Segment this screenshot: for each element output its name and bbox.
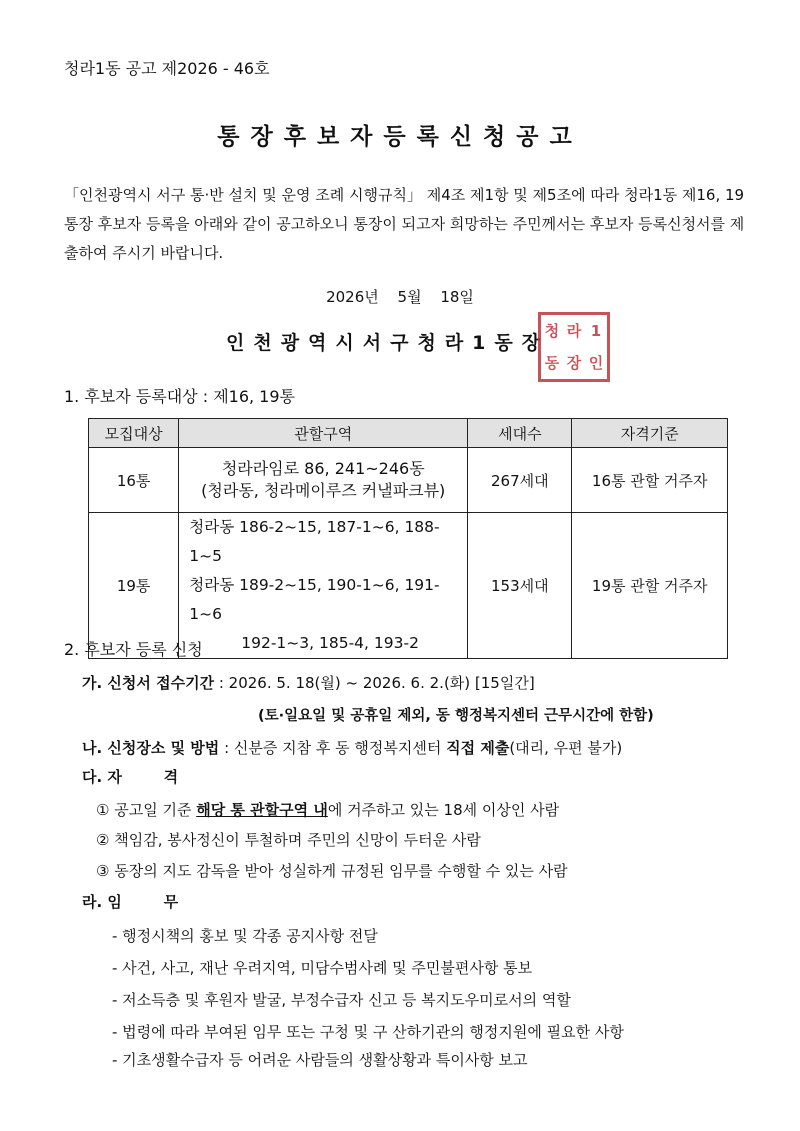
notice-date: 2026년 5월 18일 <box>326 288 474 306</box>
qualification-number: ② <box>96 831 110 849</box>
qualification-text: 에 거주하고 있는 18세 이상인 사람 <box>327 801 560 819</box>
area-line: 192-1~3, 185-4, 193-2 <box>241 634 419 652</box>
qualification-text: 동장의 지도 감독을 받아 성실하게 규정된 임무를 수행할 수 있는 사람 <box>109 862 568 880</box>
cell-qualification: 19통 관할 거주자 <box>572 513 728 659</box>
application-period <box>82 672 535 693</box>
section1-heading: 1. 후보자 등록대상 : 제16, 19통 <box>64 387 295 406</box>
table-header-row <box>89 419 728 448</box>
qualification-text: 공고일 기준 <box>109 801 197 819</box>
cell-target: 16통 <box>89 448 179 513</box>
area-line: (청라동, 청라메이루즈 커낼파크뷰) <box>201 481 446 500</box>
table-row <box>89 448 728 513</box>
qualification-heading: 다. 자 격 <box>82 768 179 786</box>
application-period-note: (토·일요일 및 공휴일 제외, 동 행정복지센터 근무시간에 한함) <box>258 708 654 724</box>
application-period-value: : 2026. 5. 18(월) ~ 2026. 6. 2.(화) [15일간] <box>214 674 535 692</box>
qualification-emphasis: 해당 통 관할구역 내 <box>196 801 328 819</box>
target-table <box>88 418 728 659</box>
header-area: 관할구역 <box>179 419 468 448</box>
duties-heading: 라. 임 무 <box>82 893 179 911</box>
qualification-item <box>96 799 559 820</box>
header-households: 세대수 <box>468 419 572 448</box>
qualification-number: ① <box>96 801 110 819</box>
area-line: 청라동 189-2~15, 190-1~6, 191-1~6 <box>189 576 440 623</box>
application-period-label: 가. 신청서 접수기간 <box>82 674 215 692</box>
duty-item: - 사건, 사고, 재난 우려지역, 미담수범사례 및 주민불편사항 통보 <box>112 959 533 977</box>
qualification-item <box>96 829 481 850</box>
application-method-note: (대리, 우편 불가) <box>509 739 623 757</box>
seal-char: 청 <box>544 321 560 340</box>
document-title: 통장후보자등록신청공고 <box>217 124 583 150</box>
qualification-number: ③ <box>96 862 110 880</box>
qualification-text: 책임감, 봉사정신이 투철하며 주민의 신망이 두터운 사람 <box>109 831 481 849</box>
cell-households: 153세대 <box>468 513 572 659</box>
duty-item: - 행정시책의 홍보 및 각종 공지사항 전달 <box>112 927 378 945</box>
area-line: 청라동 186-2~15, 187-1~6, 188-1~5 <box>189 518 440 565</box>
header-target: 모집대상 <box>89 419 179 448</box>
duty-item: - 법령에 따라 부여된 임무 또는 구청 및 구 산하기관의 행정지원에 필요한 사항 <box>112 1023 624 1041</box>
cell-qualification: 16통 관할 거주자 <box>572 448 728 513</box>
seal-char: 동 <box>544 353 560 372</box>
seal-char: 인 <box>588 353 604 372</box>
notice-number: 청라1동 공고 제2026 - 46호 <box>64 59 270 78</box>
seal-char: 라 <box>566 321 582 340</box>
cell-area <box>179 448 468 513</box>
intro-paragraph: 「인천광역시 서구 통·반 설치 및 운영 조례 시행규칙」 제4조 제1항 및 제5조에 따라 청라1동 제16, 19통장 후보자 등록을 아래와 같이 공고하오니 통장이 되고자 희망하는 주민께서는 후보자 등록신청서를 제출하여 주시기 바랍니다. <box>64 186 745 262</box>
application-method-label: 나. 신청장소 및 방법 <box>82 739 220 757</box>
seal-char: 장 <box>566 353 582 372</box>
duty-item: - 기초생활수급자 등 어려운 사람들의 생활상황과 특이사항 보고 <box>112 1051 528 1069</box>
qualification-item <box>96 860 568 881</box>
application-method <box>82 737 622 758</box>
section2-heading: 2. 후보자 등록 신청 <box>64 640 203 659</box>
official-seal <box>538 312 610 382</box>
cell-area <box>179 513 468 659</box>
cell-households: 267세대 <box>468 448 572 513</box>
issuer-name: 인천광역시서구청라1동장 <box>226 332 550 354</box>
area-line: 청라라임로 86, 241~246동 <box>221 459 425 478</box>
duty-item: - 저소득층 및 후원자 발굴, 부정수급자 신고 등 복지도우미로서의 역할 <box>112 991 571 1009</box>
header-qualification: 자격기준 <box>572 419 728 448</box>
cell-target: 19통 <box>89 513 179 659</box>
seal-char: 1 <box>590 321 602 340</box>
application-method-emphasis: 직접 제출 <box>446 739 510 757</box>
application-method-text: : 신분증 지참 후 동 행정복지센터 <box>224 739 447 757</box>
